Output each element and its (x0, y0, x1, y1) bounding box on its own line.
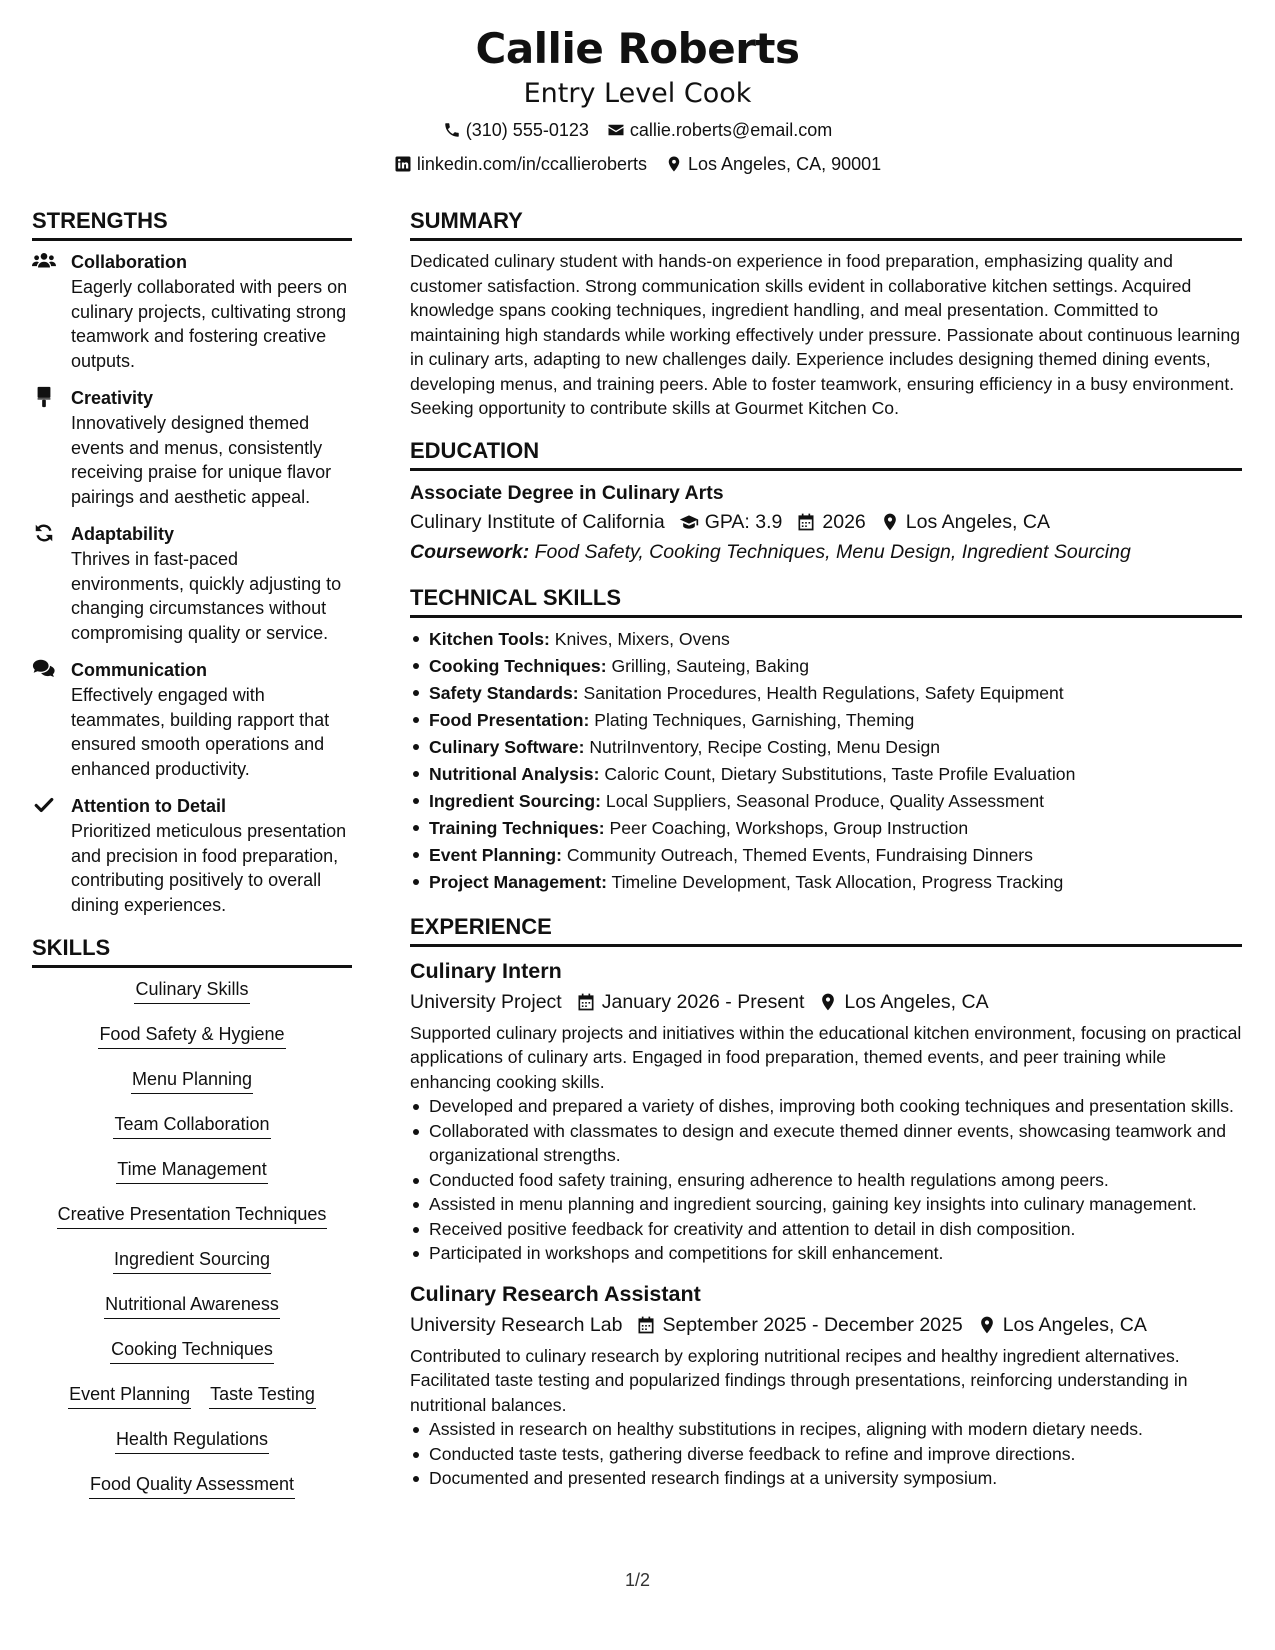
skill-tag: Nutritional Awareness (104, 1291, 280, 1319)
phone-icon (443, 121, 461, 139)
graduation-cap-icon (679, 512, 699, 532)
map-marker-icon (665, 155, 683, 173)
job-bullet: Received positive feedback for creativity and attention to detail in dish composition. (410, 1217, 1242, 1242)
job-bullets (410, 1417, 1242, 1491)
experience-heading: EXPERIENCE (410, 910, 1242, 947)
technical-skill-value: Local Suppliers, Seasonal Produce, Quality Assessment (605, 790, 1045, 811)
job-entry (410, 955, 1242, 1266)
technical-skill-item (410, 788, 1242, 815)
technical-skill-value: NutriInventory, Recipe Costing, Menu Design (589, 736, 941, 757)
technical-skill-label: Cooking Techniques: (429, 655, 607, 676)
skill-row (32, 1156, 352, 1201)
skill-row (32, 1111, 352, 1156)
skill-tag: Food Quality Assessment (89, 1471, 295, 1499)
strength-description: Effectively engaged with teammates, building rapport that ensured smooth operations and enhanced productivity. (71, 685, 330, 779)
technical-skill-value: Sanitation Procedures, Health Regulations, Safety Equipment (583, 682, 1064, 703)
education-meta (410, 507, 1242, 537)
job-bullet: Conducted food safety training, ensuring adherence to health regulations among peers. (410, 1168, 1242, 1193)
skill-tag: Menu Planning (131, 1066, 253, 1094)
paint-brush-icon (32, 386, 56, 408)
job-description: Contributed to culinary research by exploring nutritional recipes and healthy ingredient alternatives. Facilitated taste testing and popularized findings through presentations, reinforcing understanding in nutritional balances. (410, 1345, 1188, 1415)
calendar-icon (796, 512, 816, 532)
phone-contact (443, 114, 589, 146)
location-text: Los Angeles, CA, 90001 (687, 154, 882, 174)
technical-skill-value: Peer Coaching, Workshops, Group Instruction (609, 817, 969, 838)
resume-header (0, 22, 1275, 180)
technical-skill-value: Caloric Count, Dietary Substitutions, Taste Profile Evaluation (604, 763, 1076, 784)
job-bullet: Collaborated with classmates to design and execute themed dinner events, showcasing teamwork and organizational strengths. (410, 1119, 1242, 1168)
contact-row-1 (0, 114, 1275, 146)
technical-skill-label: Food Presentation: (429, 709, 590, 730)
right-column (410, 204, 1242, 1503)
education-degree: Associate Degree in Culinary Arts (410, 481, 724, 504)
job-meta (410, 987, 1242, 1017)
job-meta (410, 1310, 1242, 1340)
technical-skill-value: Plating Techniques, Garnishing, Theming (594, 709, 915, 730)
technical-skill-value: Community Outreach, Themed Events, Fundraising Dinners (566, 844, 1033, 865)
candidate-title: Entry Level Cook (523, 78, 752, 109)
skill-row (32, 1381, 352, 1426)
skills-heading: SKILLS (32, 931, 352, 968)
contact-row-2 (0, 148, 1275, 180)
job-description: Supported culinary projects and initiatives within the educational kitchen environment, focusing on practical applications of culinary arts. Engaged in food preparation, themed events, and peer training while enhancing cooking skills. (410, 1022, 1242, 1092)
skill-tag: Cooking Techniques (110, 1336, 274, 1364)
strengths-heading: STRENGTHS (32, 204, 352, 241)
job-bullet: Documented and presented research findings at a university symposium. (410, 1466, 1242, 1491)
strength-description: Eagerly collaborated with peers on culinary projects, cultivating strong teamwork and fostering creative outputs. (71, 277, 348, 371)
skill-row (32, 1246, 352, 1291)
job-organization: University Project (410, 990, 562, 1013)
strengths-list (32, 249, 352, 917)
strength-title: Adaptability (71, 524, 175, 544)
experience-list (410, 955, 1242, 1491)
skill-tag: Event Planning (68, 1381, 191, 1409)
comments-icon (32, 658, 56, 680)
job-bullet: Conducted taste tests, gathering diverse feedback to refine and improve directions. (410, 1442, 1242, 1467)
skill-row (32, 1426, 352, 1471)
job-bullet: Developed and prepared a variety of dishes, improving both cooking techniques and presentation skills. (410, 1094, 1242, 1119)
technical-skill-label: Project Management: (429, 871, 607, 892)
strength-description: Thrives in fast-paced environments, quickly adjusting to changing circumstances without compromising quality or service. (71, 549, 342, 643)
strength-item (32, 657, 352, 781)
technical-skill-item (410, 842, 1242, 869)
strength-item (32, 249, 352, 373)
users-icon (32, 250, 56, 272)
coursework-text: Food Safety, Cooking Techniques, Menu Design, Ingredient Sourcing (534, 540, 1131, 563)
job-location: Los Angeles, CA (844, 990, 989, 1013)
technical-skill-label: Safety Standards: (429, 682, 579, 703)
skill-row (32, 1021, 352, 1066)
summary-text: Dedicated culinary student with hands-on experience in food preparation, emphasizing quality and customer satisfaction. Strong communication skills evident in collaborative kitchen settings. Acquired knowledge spans cooking techniques, ingredient handling, and meal presentation. Committed to maintaining high standards while working effectively under pressure. Passionate about continuous learning in culinary arts, adapting to new challenges daily. Experience includes designing themed dining events, developing menus, and training peers. Able to foster teamwork, ensuring efficiency in a busy environment. Seeking opportunity to contribute skills at Gourmet Kitchen Co. (410, 251, 1241, 418)
calendar-icon (636, 1315, 656, 1335)
job-entry (410, 1278, 1242, 1491)
technical-skill-item (410, 707, 1242, 734)
skill-row (32, 1201, 352, 1246)
strength-item (32, 521, 352, 645)
summary-heading: SUMMARY (410, 204, 1242, 241)
skill-tag: Time Management (116, 1156, 267, 1184)
page-number: 1/2 (624, 1570, 651, 1590)
skill-tag: Team Collaboration (113, 1111, 270, 1139)
strength-item (32, 793, 352, 917)
skill-tag: Taste Testing (209, 1381, 316, 1409)
strength-item (32, 385, 352, 509)
skill-tag: Ingredient Sourcing (113, 1246, 271, 1274)
skills-list (32, 976, 352, 1516)
strength-title: Collaboration (71, 252, 187, 272)
job-title: Culinary Intern (410, 958, 562, 983)
job-bullet: Assisted in research on healthy substitutions in recipes, aligning with modern dietary needs. (410, 1417, 1242, 1442)
job-dates: September 2025 - December 2025 (662, 1313, 963, 1336)
education-heading: EDUCATION (410, 434, 1242, 471)
email-text[interactable]: callie.roberts@email.com (629, 120, 833, 140)
skill-row (32, 1336, 352, 1381)
education-year: 2026 (822, 510, 866, 533)
job-organization: University Research Lab (410, 1313, 623, 1336)
job-bullet: Participated in workshops and competitions for skill enhancement. (410, 1241, 1242, 1266)
education-school: Culinary Institute of California (410, 510, 665, 533)
skill-row (32, 976, 352, 1021)
education-location: Los Angeles, CA (905, 510, 1050, 533)
envelope-icon (607, 121, 625, 139)
technical-skill-label: Nutritional Analysis: (429, 763, 600, 784)
technical-skills-heading: TECHNICAL SKILLS (410, 581, 1242, 618)
technical-skill-label: Ingredient Sourcing: (429, 790, 602, 811)
technical-skill-label: Kitchen Tools: (429, 628, 550, 649)
technical-skill-item (410, 734, 1242, 761)
calendar-icon (576, 992, 596, 1012)
education-gpa: GPA: 3.9 (704, 510, 783, 533)
linkedin-contact[interactable] (394, 148, 647, 180)
job-bullets (410, 1094, 1242, 1266)
linkedin-icon (394, 155, 412, 173)
email-contact[interactable] (607, 114, 832, 146)
technical-skill-item (410, 653, 1242, 680)
technical-skill-value: Grilling, Sauteing, Baking (611, 655, 810, 676)
skill-row (32, 1066, 352, 1111)
skill-tag: Health Regulations (115, 1426, 269, 1454)
skill-row (32, 1291, 352, 1336)
skill-tag: Culinary Skills (134, 976, 249, 1004)
technical-skill-item (410, 815, 1242, 842)
skill-tag: Food Safety & Hygiene (98, 1021, 285, 1049)
job-bullet: Assisted in menu planning and ingredient sourcing, gaining key insights into culinary management. (410, 1192, 1242, 1217)
left-column (32, 204, 352, 1516)
skill-row (32, 1471, 352, 1516)
job-dates: January 2026 - Present (601, 990, 805, 1013)
strength-title: Communication (71, 660, 208, 680)
phone-text: (310) 555-0123 (465, 120, 589, 140)
map-marker-icon (977, 1315, 997, 1335)
coursework-label: Coursework: (410, 540, 530, 563)
technical-skill-item (410, 626, 1242, 653)
technical-skills-list (410, 626, 1242, 896)
technical-skill-item (410, 680, 1242, 707)
technical-skill-label: Training Techniques: (429, 817, 605, 838)
technical-skill-item (410, 869, 1242, 896)
check-icon (32, 794, 56, 816)
skill-tag: Creative Presentation Techniques (57, 1201, 328, 1229)
location-contact (665, 148, 881, 180)
technical-skill-label: Culinary Software: (429, 736, 585, 757)
technical-skill-label: Event Planning: (429, 844, 562, 865)
map-marker-icon (818, 992, 838, 1012)
education-coursework (410, 537, 1242, 567)
linkedin-text[interactable]: linkedin.com/in/ccallieroberts (416, 154, 647, 174)
technical-skill-value: Knives, Mixers, Ovens (554, 628, 730, 649)
strength-title: Creativity (71, 388, 154, 408)
technical-skill-item (410, 761, 1242, 788)
strength-description: Innovatively designed themed events and menus, consistently receiving praise for unique flavor pairings and aesthetic appeal. (71, 413, 332, 507)
sync-icon (32, 522, 56, 544)
strength-description: Prioritized meticulous presentation and precision in food preparation, contributing positively to overall dining experiences. (71, 821, 347, 915)
strength-title: Attention to Detail (71, 796, 226, 816)
job-location: Los Angeles, CA (1002, 1313, 1147, 1336)
job-title: Culinary Research Assistant (410, 1281, 701, 1306)
technical-skill-value: Timeline Development, Task Allocation, Progress Tracking (611, 871, 1064, 892)
candidate-name: Callie Roberts (475, 24, 800, 73)
map-marker-icon (880, 512, 900, 532)
